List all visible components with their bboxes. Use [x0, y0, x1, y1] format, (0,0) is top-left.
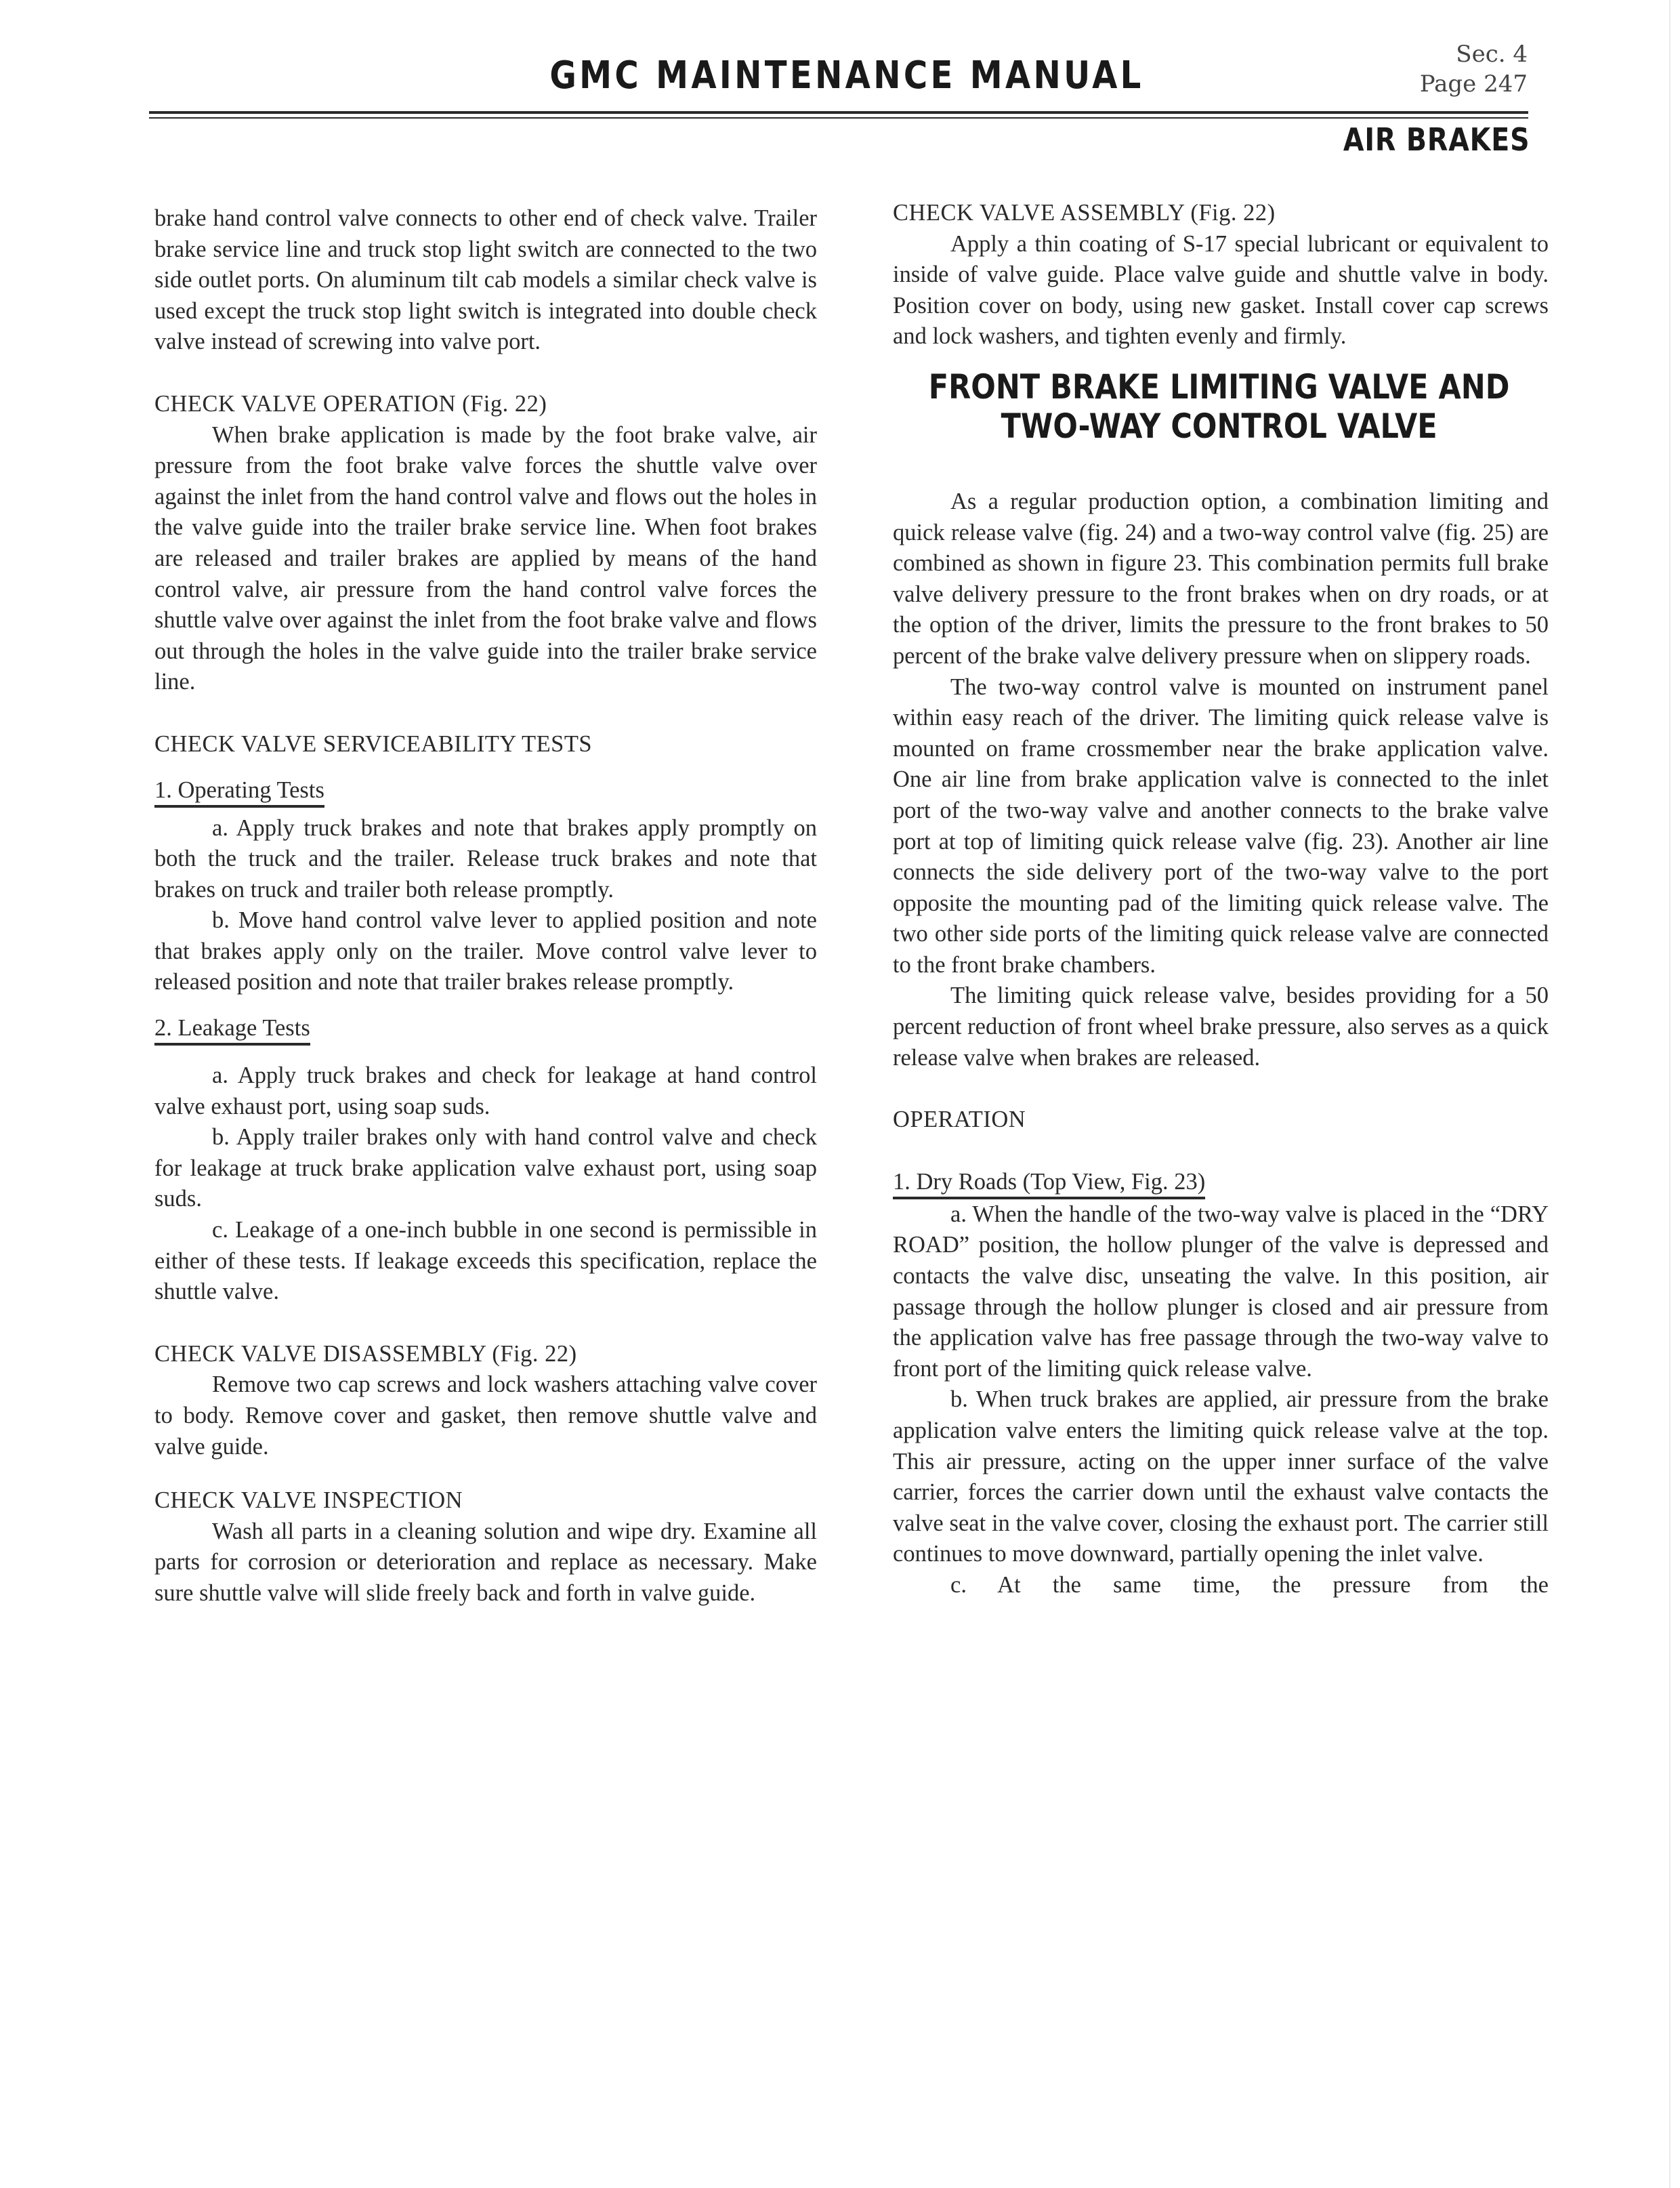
leakage-tests-heading: 2. Leakage Tests [154, 1014, 310, 1046]
spacer [154, 358, 817, 389]
spacer [154, 1462, 817, 1485]
section-number: Sec. 4 [1456, 41, 1528, 68]
leakage-test-item: a. Apply truck brakes and check for leakage at hand control valve exhaust port, using soap suds. [154, 1062, 817, 1119]
check-valve-operation-heading: CHECK VALVE OPERATION (Fig. 22) [154, 390, 547, 417]
dry-roads-item: b. When truck brakes are applied, air pressure from the brake application valve enters the limiting quick release valve at the top. This air pressure, acting on the upper inner surface of the valve carrier, forces the carrier down until the exhaust valve contacts the valve seat in the valve cover, closing the exhaust port. The carrier still continues to move downward, partially opening the inlet valve. [893, 1386, 1549, 1567]
operating-test-item: a. Apply truck brakes and note that brakes apply promptly on both the truck and the trailer. Release truck brakes and note that brakes on truck and trailer both release promptly. [154, 814, 817, 903]
assembly-body: Apply a thin coating of S-17 special lubricant or equivalent to inside of valve guide. Place valve guide and shuttle valve in body. Position cover on body, using new gasket. Install cover cap screws and lock washers, and tighten evenly and firmly. [893, 230, 1549, 350]
dry-roads-item: c. At the same time, the pressure from the [950, 1571, 1549, 1598]
spacer [893, 1073, 1549, 1105]
inspection-body: Wash all parts in a cleaning solution and wipe dry. Examine all parts for corrosion or deterioration and replace as necessary. Make sure shuttle valve will slide freely back and forth in valve guide. [154, 1518, 817, 1606]
inspection-heading: CHECK VALVE INSPECTION [154, 1487, 463, 1514]
spacer [893, 1136, 1549, 1167]
serviceability-tests-heading: CHECK VALVE SERVICEABILITY TESTS [154, 730, 593, 757]
header-rule-thick [149, 111, 1528, 114]
front-brake-heading-line2: TWO-WAY CONTROL VALVE [1001, 406, 1437, 446]
spacer [154, 1046, 817, 1060]
right-column [893, 198, 1549, 1601]
operation-heading: OPERATION [893, 1107, 1026, 1133]
left-column [154, 203, 817, 1609]
disassembly-heading: CHECK VALVE DISASSEMBLY (Fig. 22) [154, 1340, 577, 1367]
spacer [154, 998, 817, 1013]
leakage-test-item: c. Leakage of a one-inch bubble in one second is permissible in either of these tests. If leakage exceeds this specification, replace the shuttle valve. [154, 1217, 817, 1305]
section-name: AIR BRAKES [1343, 121, 1530, 158]
spacer [893, 352, 1549, 367]
page-number: Page 247 [1419, 70, 1528, 98]
intro-paragraph: brake hand control valve connects to other end of check valve. Trailer brake service line and truck stop light switch are connected to the two side outlet ports. On aluminum tilt cab models a similar check valve is used except the truck stop light switch is integrated into double check valve instead of screwing into valve port. [154, 205, 817, 355]
dry-roads-heading: 1. Dry Roads (Top View, Fig. 23) [893, 1168, 1205, 1199]
operating-test-item: b. Move hand control valve lever to applied position and note that brakes apply only on the trailer. Move control valve lever to released position and note that trailer brakes release promptly. [154, 907, 817, 995]
page-edge [1669, 0, 1671, 2188]
leakage-test-item: b. Apply trailer brakes only with hand control valve and check for leakage at truck brake application valve exhaust port, using soap suds. [154, 1124, 817, 1212]
assembly-heading: CHECK VALVE ASSEMBLY (Fig. 22) [893, 200, 1276, 226]
front-brake-heading-line1: FRONT BRAKE LIMITING VALVE AND [928, 367, 1510, 407]
spacer [154, 760, 817, 775]
operating-tests-heading: 1. Operating Tests [154, 777, 324, 808]
header-rule-thin [149, 117, 1528, 119]
manual-title: GMC MAINTENANCE MANUAL [549, 54, 1144, 98]
spacer [893, 446, 1549, 487]
spacer [154, 808, 817, 813]
front-brake-paragraph: The limiting quick release valve, besides providing for a 50 percent reduction of front wheel brake pressure, also serves as a quick release valve when brakes are released. [893, 983, 1549, 1071]
front-brake-paragraph: The two-way control valve is mounted on instrument panel within easy reach of the driver. The limiting quick release valve is mounted on frame crossmember near the brake application valve. One air line from brake application valve is connected to the inlet port of the two-way valve and another connects to the brake valve port at top of limiting quick release valve (fig. 23). Another air line connects the side delivery port of the two-way valve to the port opposite the mounting pad of the limiting quick release valve. The two other side ports of the limiting quick release valve are connected to the front brake chambers. [893, 674, 1549, 978]
check-valve-operation-body: When brake application is made by the foot brake valve, air pressure from the foot brake valve forces the shuttle valve over against the inlet from the hand control valve and flows out the holes in the valve guide into the trailer brake service line. When foot brakes are released and trailer brakes are applied by means of the hand control valve, air pressure from the hand control valve forces the shuttle valve over against the inlet from the foot brake valve and flows out through the holes in the valve guide into the trailer brake service line. [154, 421, 817, 695]
disassembly-body: Remove two cap screws and lock washers attaching valve cover to body. Remove cover and gasket, then remove shuttle valve and valve guide. [154, 1371, 817, 1460]
front-brake-paragraph: As a regular production option, a combination limiting and quick release valve (fig. 24) and a two-way control valve (fig. 25) are combined as shown in figure 23. This combination permits full brake valve delivery pressure to the front brakes when on dry roads, or at the option of the driver, limits the pressure to the front brakes to 50 percent of the brake valve delivery pressure when on slippery roads. [893, 488, 1549, 669]
spacer [154, 1308, 817, 1339]
dry-roads-item: a. When the handle of the two-way valve is placed in the “DRY ROAD” position, the hollow plunger of the valve is depressed and contacts the valve disc, unseating the valve. In this position, air passage through the hollow plunger is closed and air pressure from the application valve has free passage through the two-way valve to front port of the limiting quick release valve. [893, 1201, 1549, 1382]
spacer [154, 698, 817, 729]
